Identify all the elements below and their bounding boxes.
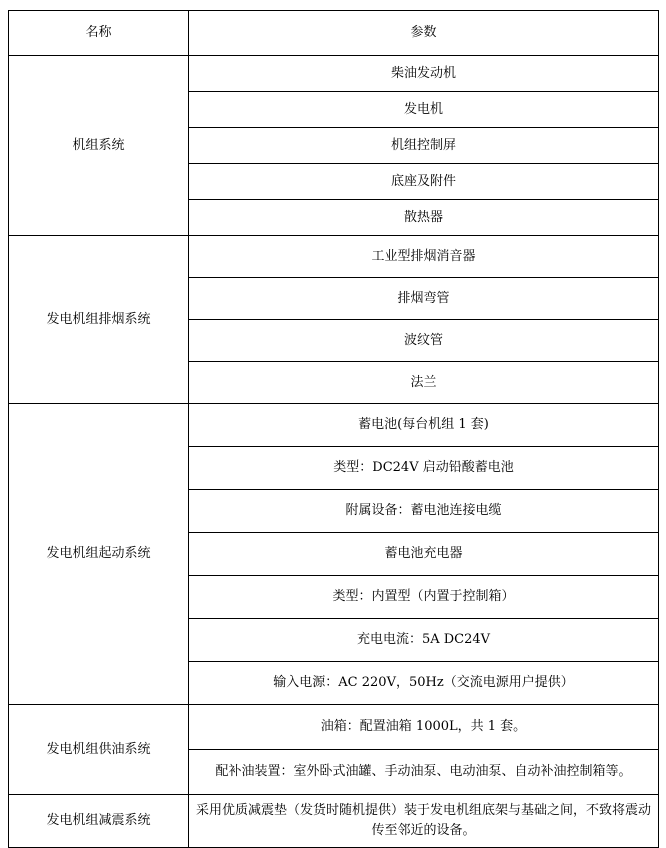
group-name-cell: 发电机组排烟系统 <box>9 236 189 404</box>
table-row <box>9 705 659 750</box>
param-cell: 附属设备：蓄电池连接电缆 <box>189 490 659 533</box>
group-name-cell: 发电机组供油系统 <box>9 705 189 795</box>
param-cell: 蓄电池(每台机组 1 套) <box>189 404 659 447</box>
param-cell: 采用优质减震垫（发货时随机提供）装于发电机组底架与基础之间，不致将震动传至邻近的设备。 <box>189 795 659 848</box>
param-cell: 柴油发动机 <box>189 56 659 92</box>
param-cell: 配补油装置：室外卧式油罐、手动油泵、电动油泵、自动补油控制箱等。 <box>189 750 659 795</box>
header-row <box>9 11 659 56</box>
param-cell: 蓄电池充电器 <box>189 533 659 576</box>
param-cell: 机组控制屏 <box>189 128 659 164</box>
param-cell: 类型：内置型（内置于控制箱） <box>189 576 659 619</box>
param-cell: 输入电源：AC 220V，50Hz（交流电源用户提供） <box>189 662 659 705</box>
param-cell: 工业型排烟消音器 <box>189 236 659 278</box>
param-cell: 波纹管 <box>189 320 659 362</box>
spec-table <box>8 10 659 848</box>
param-cell: 油箱：配置油箱 1000L，共 1 套。 <box>189 705 659 750</box>
param-cell: 散热器 <box>189 200 659 236</box>
group-name-cell: 发电机组起动系统 <box>9 404 189 705</box>
table-row <box>9 404 659 447</box>
header-name-cell: 名称 <box>9 11 189 56</box>
table-row <box>9 236 659 278</box>
param-cell: 发电机 <box>189 92 659 128</box>
group-name-cell: 发电机组减震系统 <box>9 795 189 848</box>
group-name-cell: 机组系统 <box>9 56 189 236</box>
param-cell: 类型：DC24V 启动铅酸蓄电池 <box>189 447 659 490</box>
param-cell: 充电电流：5A DC24V <box>189 619 659 662</box>
table-row <box>9 795 659 848</box>
param-cell: 排烟弯管 <box>189 278 659 320</box>
param-cell: 法兰 <box>189 362 659 404</box>
table-row <box>9 56 659 92</box>
header-param-cell: 参数 <box>189 11 659 56</box>
param-cell: 底座及附件 <box>189 164 659 200</box>
